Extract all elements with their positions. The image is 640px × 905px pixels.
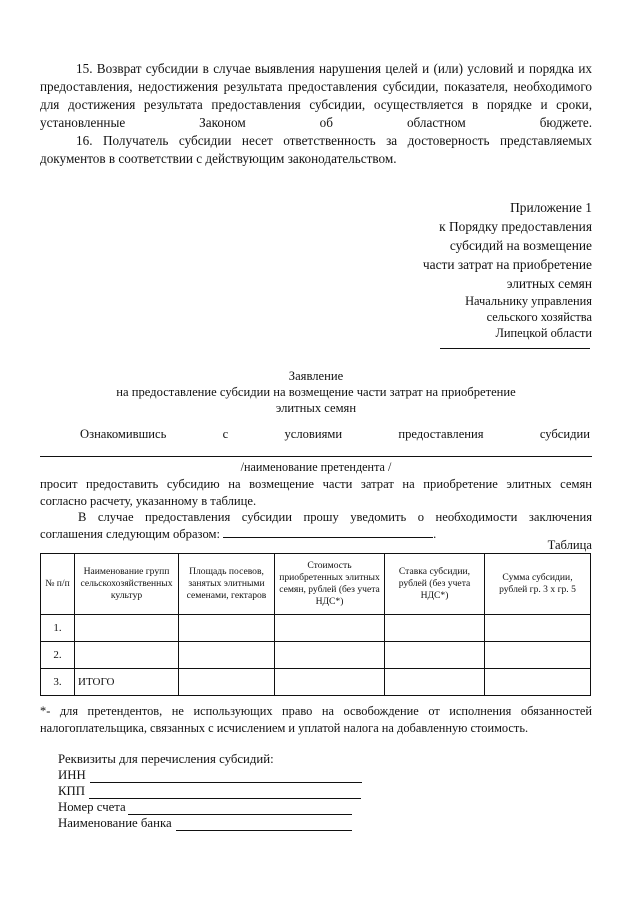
- table-cell[interactable]: [75, 642, 179, 669]
- table-cell[interactable]: [275, 615, 385, 642]
- header-sum: Сумма субсидии, рублей гр. 3 х гр. 5: [485, 554, 591, 615]
- table-cell[interactable]: [179, 615, 275, 642]
- table-cell: 3.: [41, 669, 75, 696]
- intro-word-1: Ознакомившись: [80, 427, 167, 441]
- kpp-field[interactable]: [89, 786, 361, 799]
- requisites-block: [58, 751, 378, 831]
- intro-word-3: условиями: [284, 427, 343, 441]
- addressee-line-1: Начальнику управления: [465, 294, 592, 308]
- table-cell[interactable]: [179, 642, 275, 669]
- header-crop-groups: Наименование групп сельскохозяйственных культур: [75, 554, 179, 615]
- appendix-line-1: Приложение 1: [510, 200, 592, 215]
- table-header-row: [41, 554, 591, 615]
- subsidy-table: [40, 553, 591, 696]
- requisites-kpp-label: КПП: [58, 784, 86, 798]
- inn-field[interactable]: [90, 770, 362, 783]
- table-cell[interactable]: [385, 615, 485, 642]
- notify-block: [40, 509, 592, 543]
- account-field[interactable]: [128, 802, 352, 815]
- request-block: [40, 476, 592, 510]
- intro-line: [80, 427, 590, 442]
- addressee-signature-line: [440, 348, 590, 349]
- requisites-inn-label: ИНН: [58, 768, 86, 782]
- table-cell[interactable]: [485, 669, 591, 696]
- table-row: [41, 642, 591, 669]
- appendix-line-4: части затрат на приобретение: [422, 257, 592, 272]
- applicant-name-line: [40, 456, 592, 457]
- table-cell: 2.: [41, 642, 75, 669]
- statement-heading: [40, 368, 592, 416]
- table-cell[interactable]: [485, 615, 591, 642]
- appendix-block: [423, 198, 592, 293]
- bank-field[interactable]: [176, 818, 352, 831]
- request-line-2: согласно расчету, указанному в таблице.: [40, 494, 257, 508]
- statement-title: Заявление: [288, 369, 344, 383]
- section-15-text: 15. Возврат субсидии в случае выявления нарушения целей и (или) условий и порядка их предоставления, недостижения результата предоставления субсидии, показателя, необходимого для достижения результата предоставления субсидии, осуществляется в порядке и сроки, установленные Законом об областном бюджете.: [40, 61, 592, 130]
- table-cell[interactable]: [385, 642, 485, 669]
- table-row: [41, 669, 591, 696]
- footnote: *- для претендентов, не использующих право на освобождение от исполнения обязанностей налогоплательщика, связанных с исчислением и уплатой налога на добавленную стоимость.: [40, 704, 592, 735]
- table-cell[interactable]: [75, 615, 179, 642]
- requisites-kpp-row: [58, 783, 378, 799]
- notify-line-2-text: соглашения следующим образом:: [40, 527, 220, 541]
- table-cell: 1.: [41, 615, 75, 642]
- statement-subtitle-1: на предоставление субсидии на возмещение части затрат на приобретение: [116, 385, 516, 399]
- intro-word-4: предоставления: [398, 427, 484, 441]
- header-cost: Стоимость приобретенных элитных семян, рублей (без учета НДС*): [275, 554, 385, 615]
- notify-method-field[interactable]: [223, 526, 433, 538]
- appendix-line-3: субсидий на возмещение: [449, 238, 592, 253]
- table-cell[interactable]: [385, 669, 485, 696]
- statement-subtitle-2: элитных семян: [275, 401, 357, 415]
- table-cell-total-label: ИТОГО: [75, 669, 179, 696]
- applicant-caption: /наименование претендента /: [240, 460, 392, 474]
- requisites-bank-row: [58, 815, 378, 831]
- requisites-title: Реквизиты для перечисления субсидий:: [58, 752, 274, 766]
- addressee-block: [465, 293, 592, 341]
- table-cell[interactable]: [485, 642, 591, 669]
- requisites-inn-row: [58, 767, 378, 783]
- header-area: Площадь посевов, занятых элитными семенами, гектаров: [179, 554, 275, 615]
- header-number: № п/п: [41, 554, 75, 615]
- addressee-line-2: сельского хозяйства: [486, 310, 592, 324]
- section-16-text: 16. Получатель субсидии несет ответственность за достоверность представляемых документов в соответствии с действующим законодательством.: [40, 133, 592, 166]
- header-rate: Ставка субсидии, рублей (без учета НДС*): [385, 554, 485, 615]
- notify-line-2: соглашения следующим образом: .: [40, 527, 437, 541]
- appendix-line-5: элитных семян: [506, 276, 592, 291]
- table-cell[interactable]: [179, 669, 275, 696]
- addressee-line-3: Липецкой области: [495, 326, 592, 340]
- intro-word-2: с: [222, 427, 229, 441]
- table-cell[interactable]: [275, 642, 385, 669]
- table-caption: Таблица: [547, 538, 592, 552]
- requisites-account-label: Номер счета: [58, 800, 126, 814]
- requisites-account-row: [58, 799, 378, 815]
- notify-line-1: В случае предоставления субсидии прошу уведомить о необходимости заключения: [78, 510, 592, 524]
- intro-word-5: субсидии: [539, 427, 590, 441]
- appendix-line-2: к Порядку предоставления: [439, 219, 592, 234]
- request-line-1: просит предоставить субсидию на возмещение части затрат на приобретение элитных семян: [40, 477, 592, 491]
- requisites-bank-label: Наименование банка: [58, 816, 172, 830]
- table-cell[interactable]: [275, 669, 385, 696]
- table-row: [41, 615, 591, 642]
